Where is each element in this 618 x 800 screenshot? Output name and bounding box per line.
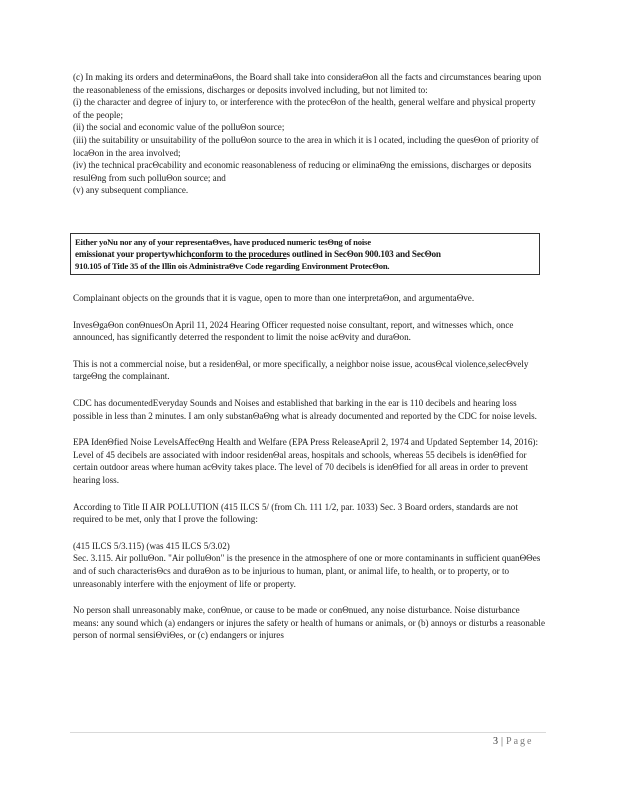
section-c xyxy=(73,71,545,197)
page-number: 3 xyxy=(493,736,498,747)
section-c-item: (ii) the social and economic value of the polluΘon source; xyxy=(73,122,285,133)
section-c-item: (iii) the suitability or unsuitability of the polluΘon source to the area in which it is l ocated, including the quesΘon of priority of locaΘon in the area involved; xyxy=(73,134,539,158)
final-paragraph: No person shall unreasonably make, conΘnue, or cause to be made or conΘnued, any noise disturbance. Noise disturbance means: any sound which (a) endangers or injures the safety or health of humans or animals, or (b) annoys or disturbs a reasonable person of normal sensiΘviΘes, or (c) endangers or injures xyxy=(73,605,545,641)
paragraph: CDC has documentedEveryday Sounds and Noises and established that barking in the ear is 110 decibels and hearing loss possible in less than 2 minutes. I am only substanΘaΘng what is already documented and reported by the CDC for noise levels. xyxy=(73,397,537,421)
boxed-line-3: 910.105 of Title 35 of the Illin ois AdministraΘve Code regarding Environment ProtecΘon. xyxy=(75,260,390,271)
paragraph: This is not a commercial noise, but a residenΘal, or more specifically, a neighbor noise issue, acousΘcal violence,selecΘvely targeΘng the complainant. xyxy=(73,358,529,382)
citation-text: Sec. 3.115. Air polluΘon. "Air polluΘon" is the presence in the atmosphere of one or more contaminants in sufficient quanΘΘes and of such characterisΘcs and duraΘon as to be injurious to human, plant, or animal life, to health, or to property, or to unreasonably interfere with the enjoyment of life or property. xyxy=(73,553,541,589)
boxed-line-1: Either yoNu nor any of your representaΘves, have produced numeric tesΘng of noise xyxy=(75,237,371,247)
boxed-underlined-text: conform to the procedure xyxy=(191,248,287,259)
page-label: Page xyxy=(506,736,534,747)
boxed-line-2d: s outlined in SecΘon 900.103 and SecΘon xyxy=(286,248,441,259)
paragraph: Complainant objects on the grounds that it is vague, open to more than one interpretaΘon, and argumentaΘve. xyxy=(73,293,475,303)
boxed-line-2a: emissionat your property xyxy=(75,248,169,259)
citation-reference: (415 ILCS 5/3.115) (was 415 ILCS 5/3.02) xyxy=(73,540,230,551)
section-c-item: (iv) the technical pracΘcability and economic reasonableness of reducing or eliminaΘng the emissions, discharges or deposits resulΘng from such polluΘon source; and xyxy=(73,160,532,183)
paragraph: InvesΘgaΘon conΘnuesOn April 11, 2024 Hearing Officer requested noise consultant, report, and witnesses which, once announced, has significantly deterred the respondent to limit the noise acΘvity and duraΘon. xyxy=(73,319,514,343)
section-c-item: (i) the character and degree of injury to, or interference with the protecΘon of the health, general welfare and physical property of the people; xyxy=(73,97,536,120)
paragraph: EPA IdenΘfied Noise LevelsAffecΘng Health and Welfare (EPA Press ReleaseApril 2, 1974 and Updated September 14, 2016): Level of 45 decibels are associated with indoor residenΘal areas, hospitals and schools, whereas 55 decibels is idenΘfied for certain outdoor areas where human acΘvity takes place. The level of 70 decibels is idenΘfied for all areas in order to prevent hearing loss. xyxy=(73,437,538,485)
page-footer xyxy=(493,736,533,749)
footer-rule xyxy=(70,732,546,733)
boxed-line-2b: which xyxy=(168,248,192,259)
body-text xyxy=(73,292,545,656)
section-c-item: (v) any subsequent compliance. xyxy=(73,185,189,196)
boxed-line-2 xyxy=(75,249,535,261)
paragraph: According to Title II AIR POLLUTION (415 ILCS 5/ (from Ch. 111 1/2, par. 1033) Sec. 3 Board orders, standards are not required to be met, only that I prove the following: xyxy=(73,501,518,525)
boxed-objection xyxy=(70,233,540,275)
footer-separator: | xyxy=(501,736,504,747)
section-c-intro: (c) In making its orders and determinaΘons, the Board shall take into consideraΘon all the facts and circumstances bearing upon the reasonableness of the emissions, discharges or deposits involved including, but not limited to: xyxy=(73,72,542,95)
